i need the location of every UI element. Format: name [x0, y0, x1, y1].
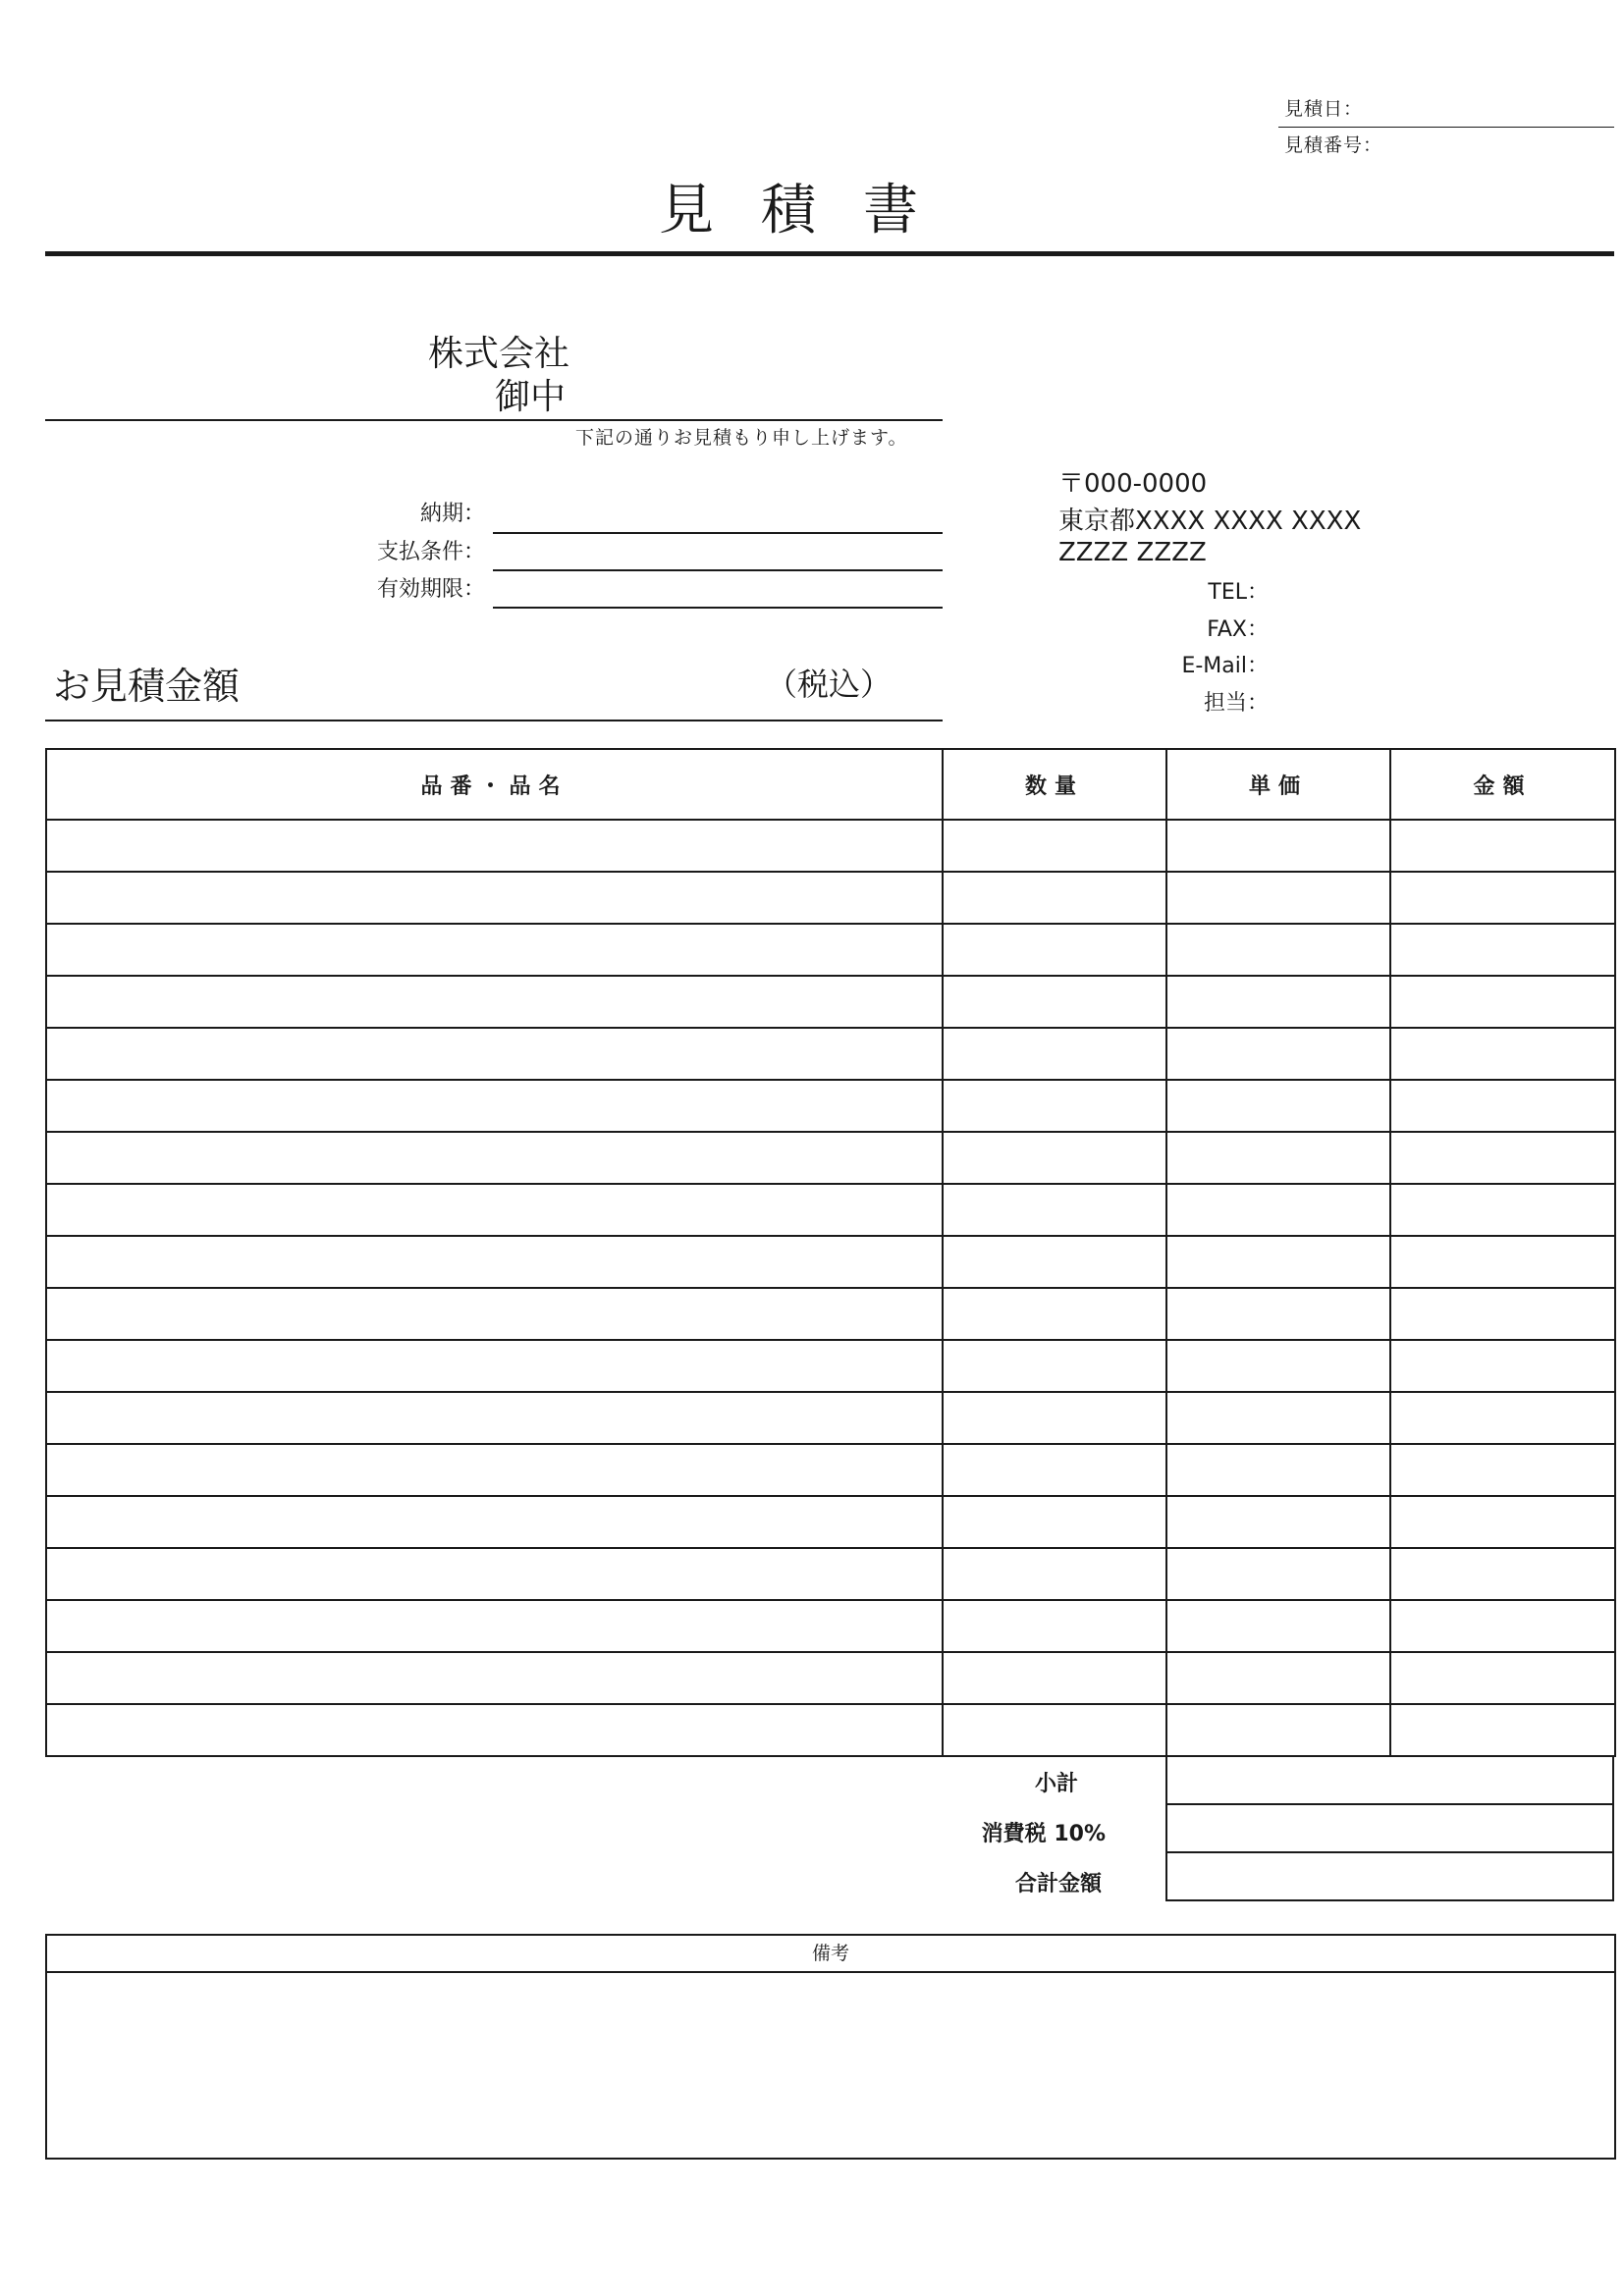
- item-cell[interactable]: [46, 924, 943, 976]
- item-cell[interactable]: [46, 1496, 943, 1548]
- quantity-cell[interactable]: [943, 1704, 1166, 1756]
- unit-price-cell[interactable]: [1166, 1132, 1390, 1184]
- quantity-cell[interactable]: [943, 976, 1166, 1028]
- quantity-cell[interactable]: [943, 872, 1166, 924]
- unit-price-cell[interactable]: [1166, 1288, 1390, 1340]
- table-row: [46, 1132, 1615, 1184]
- table-row: [46, 924, 1615, 976]
- quantity-cell[interactable]: [943, 1236, 1166, 1288]
- quantity-cell[interactable]: [943, 1600, 1166, 1652]
- unit-price-cell[interactable]: [1166, 1340, 1390, 1392]
- item-cell[interactable]: [46, 1288, 943, 1340]
- column-header-quantity: 数量: [943, 749, 1166, 820]
- tax-included-note: （税込）: [766, 666, 893, 703]
- item-cell[interactable]: [46, 1704, 943, 1756]
- item-cell[interactable]: [46, 1236, 943, 1288]
- unit-price-cell[interactable]: [1166, 1704, 1390, 1756]
- remarks-label: 備考: [47, 1936, 1614, 1973]
- unit-price-cell[interactable]: [1166, 1184, 1390, 1236]
- unit-price-cell[interactable]: [1166, 1548, 1390, 1600]
- sender-name: ZZZZ ZZZZ: [1058, 538, 1207, 567]
- amount-cell[interactable]: [1390, 872, 1615, 924]
- estimate-number-label: 見積番号：: [1284, 134, 1383, 156]
- quantity-cell[interactable]: [943, 1496, 1166, 1548]
- delivery-line: [493, 532, 943, 534]
- amount-cell[interactable]: [1390, 1184, 1615, 1236]
- unit-price-cell[interactable]: [1166, 1080, 1390, 1132]
- item-cell[interactable]: [46, 1028, 943, 1080]
- table-row: [46, 1184, 1615, 1236]
- unit-price-cell[interactable]: [1166, 976, 1390, 1028]
- quantity-cell[interactable]: [943, 1340, 1166, 1392]
- quantity-cell[interactable]: [943, 1132, 1166, 1184]
- unit-price-cell[interactable]: [1166, 1652, 1390, 1704]
- amount-cell[interactable]: [1390, 1080, 1615, 1132]
- quantity-cell[interactable]: [943, 1080, 1166, 1132]
- table-row: [46, 1340, 1615, 1392]
- amount-cell[interactable]: [1390, 1288, 1615, 1340]
- amount-cell[interactable]: [1390, 1496, 1615, 1548]
- total-cell[interactable]: [1166, 1852, 1613, 1900]
- table-row: [46, 1392, 1615, 1444]
- tax-label: 消費税 10%: [981, 1822, 1106, 1846]
- estimate-amount-label: お見積金額: [53, 665, 241, 708]
- table-row: [46, 1652, 1615, 1704]
- unit-price-cell[interactable]: [1166, 1028, 1390, 1080]
- amount-cell[interactable]: [1390, 1652, 1615, 1704]
- quantity-cell[interactable]: [943, 820, 1166, 872]
- valid-until-line: [493, 607, 943, 609]
- amount-cell[interactable]: [1390, 1600, 1615, 1652]
- amount-cell[interactable]: [1390, 1548, 1615, 1600]
- recipient-honorific: 御中: [495, 377, 567, 417]
- quantity-cell[interactable]: [943, 1028, 1166, 1080]
- amount-cell[interactable]: [1390, 1132, 1615, 1184]
- document-title: 見積書: [659, 179, 965, 242]
- unit-price-cell[interactable]: [1166, 1600, 1390, 1652]
- estimate-date-line: [1278, 127, 1614, 128]
- table-row: [46, 1444, 1615, 1496]
- recipient-underline: [45, 419, 943, 421]
- column-header-amount: 金額: [1390, 749, 1615, 820]
- title-rule: [45, 251, 1614, 256]
- amount-cell[interactable]: [1390, 976, 1615, 1028]
- total-label: 合計金額: [1014, 1872, 1102, 1896]
- table-row: [46, 976, 1615, 1028]
- sender-address: 東京都XXXX XXXX XXXX: [1058, 507, 1362, 536]
- payment-terms-label: 支払条件：: [376, 540, 485, 564]
- table-row: [46, 1704, 1615, 1756]
- table-row: [46, 1548, 1615, 1600]
- table-row: [46, 1028, 1615, 1080]
- unit-price-cell[interactable]: [1166, 1236, 1390, 1288]
- unit-price-cell[interactable]: [1166, 820, 1390, 872]
- table-row: [46, 1600, 1615, 1652]
- item-cell[interactable]: [46, 1600, 943, 1652]
- subtotal-cell[interactable]: [1166, 1756, 1613, 1804]
- item-cell[interactable]: [46, 872, 943, 924]
- estimate-date-label: 見積日：: [1284, 98, 1364, 120]
- sender-postal: 〒000-0000: [1058, 469, 1208, 499]
- quantity-cell[interactable]: [943, 1184, 1166, 1236]
- table-row: [46, 820, 1615, 872]
- subtotal-label: 小計: [1034, 1772, 1078, 1796]
- amount-underline: [45, 720, 943, 721]
- delivery-label: 納期：: [419, 502, 485, 526]
- amount-cell[interactable]: [1390, 1704, 1615, 1756]
- quantity-cell[interactable]: [943, 1444, 1166, 1496]
- item-cell[interactable]: [46, 1652, 943, 1704]
- quantity-cell[interactable]: [943, 1392, 1166, 1444]
- amount-cell[interactable]: [1390, 1444, 1615, 1496]
- amount-cell[interactable]: [1390, 1392, 1615, 1444]
- amount-cell[interactable]: [1390, 820, 1615, 872]
- unit-price-cell[interactable]: [1166, 872, 1390, 924]
- email-label: E-Mail：: [1181, 654, 1269, 678]
- item-cell[interactable]: [46, 1392, 943, 1444]
- unit-price-cell[interactable]: [1166, 1392, 1390, 1444]
- quantity-cell[interactable]: [943, 1548, 1166, 1600]
- item-cell[interactable]: [46, 820, 943, 872]
- quantity-cell[interactable]: [943, 1288, 1166, 1340]
- item-cell[interactable]: [46, 1184, 943, 1236]
- item-cell[interactable]: [46, 1340, 943, 1392]
- amount-cell[interactable]: [1390, 1340, 1615, 1392]
- unit-price-cell[interactable]: [1166, 924, 1390, 976]
- recipient-company: 株式会社: [428, 334, 570, 374]
- unit-price-cell[interactable]: [1166, 1496, 1390, 1548]
- item-cell[interactable]: [46, 976, 943, 1028]
- tel-label: TEL：: [1208, 580, 1269, 605]
- item-cell[interactable]: [46, 1444, 943, 1496]
- table-row: [46, 1288, 1615, 1340]
- tax-cell[interactable]: [1166, 1804, 1613, 1852]
- table-row: [46, 1236, 1615, 1288]
- amount-cell[interactable]: [1390, 1028, 1615, 1080]
- table-row: [46, 1080, 1615, 1132]
- remarks-box[interactable]: [45, 1934, 1616, 2160]
- table-row: [46, 1496, 1615, 1548]
- table-header-row: [46, 749, 1615, 820]
- amount-cell[interactable]: [1390, 924, 1615, 976]
- item-cell[interactable]: [46, 1080, 943, 1132]
- quantity-cell[interactable]: [943, 924, 1166, 976]
- fax-label: FAX：: [1207, 617, 1269, 642]
- lead-text: 下記の通りお見積もり申し上げます。: [575, 427, 908, 449]
- amount-cell[interactable]: [1390, 1236, 1615, 1288]
- item-cell[interactable]: [46, 1132, 943, 1184]
- quantity-cell[interactable]: [943, 1652, 1166, 1704]
- item-cell[interactable]: [46, 1548, 943, 1600]
- items-table: [45, 748, 1616, 1757]
- column-header-unit-price: 単価: [1166, 749, 1390, 820]
- column-header-item: 品番・品名: [46, 749, 943, 820]
- valid-until-label: 有効期限：: [376, 577, 485, 602]
- unit-price-cell[interactable]: [1166, 1444, 1390, 1496]
- person-in-charge-label: 担当：: [1203, 691, 1269, 716]
- totals-table: [1165, 1755, 1614, 1901]
- payment-terms-line: [493, 569, 943, 571]
- table-row: [46, 872, 1615, 924]
